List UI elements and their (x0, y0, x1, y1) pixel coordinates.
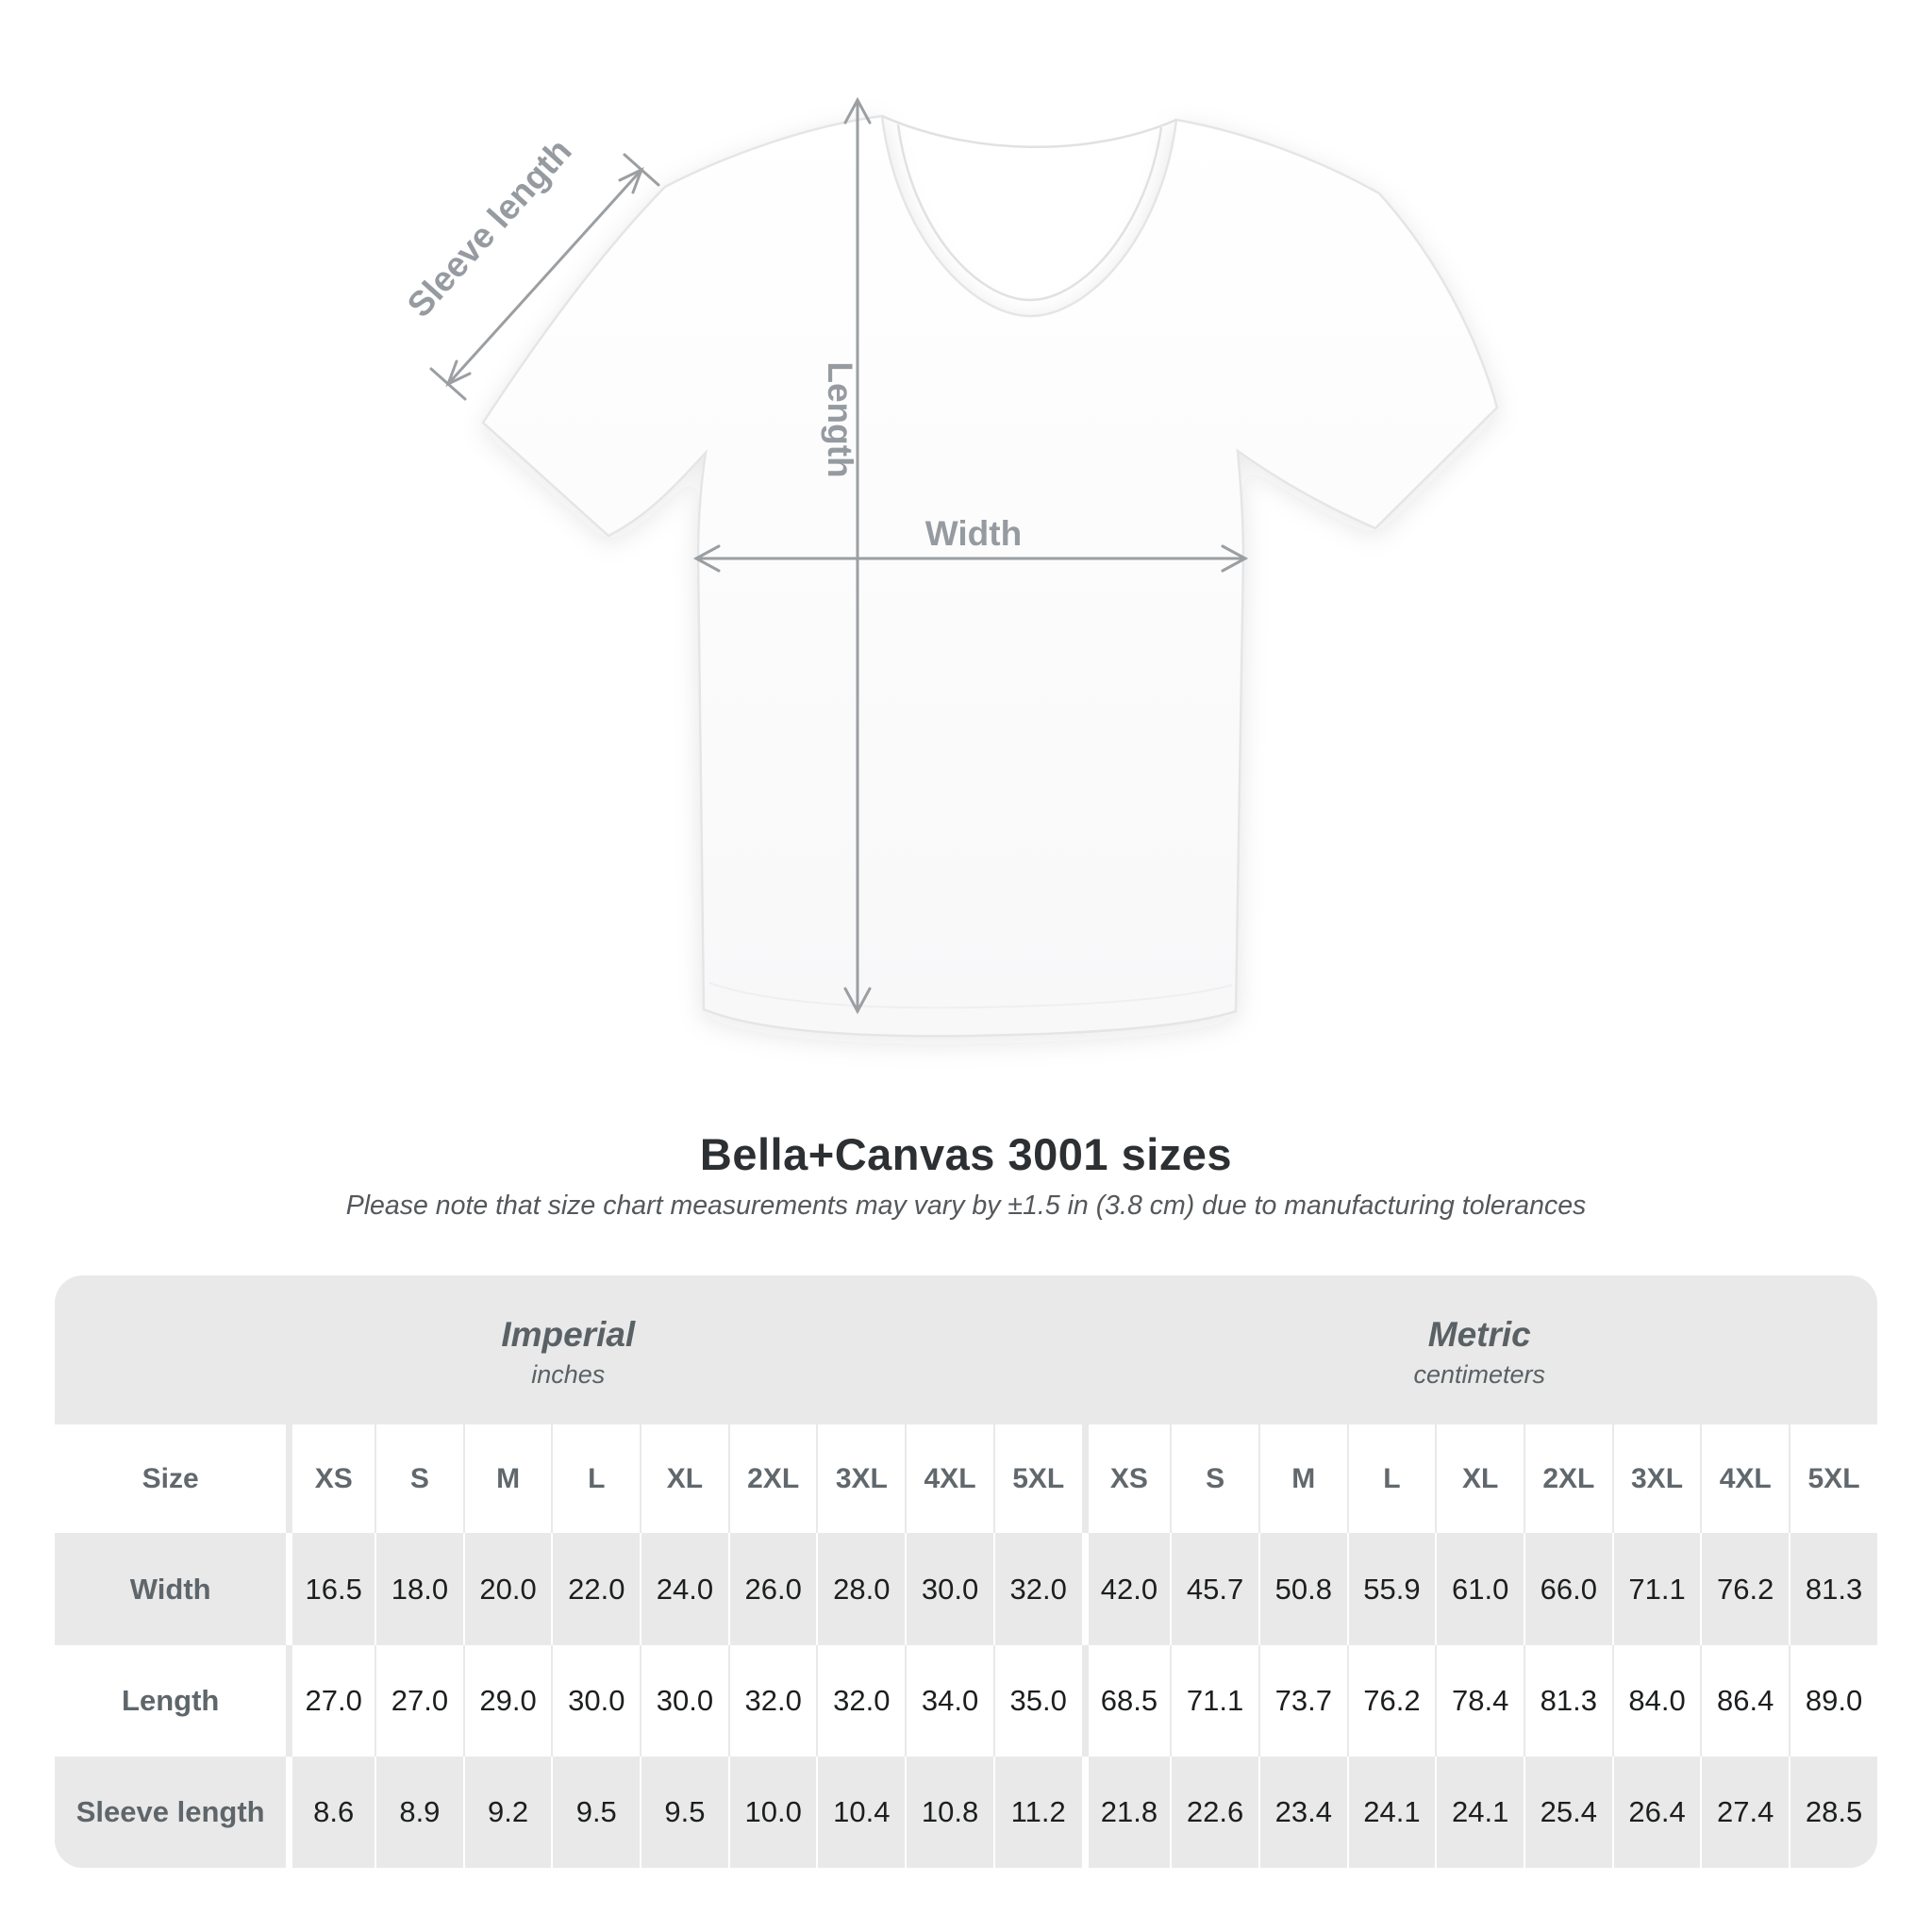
value-cell: 21.8 (1082, 1757, 1171, 1868)
value-cell: 26.4 (1612, 1757, 1701, 1868)
value-cell: 81.3 (1789, 1533, 1877, 1644)
value-cell: 22.6 (1170, 1757, 1258, 1868)
value-cell: 68.5 (1082, 1645, 1171, 1757)
value-cell: 55.9 (1347, 1533, 1436, 1644)
length-label: Length (821, 361, 859, 478)
size-header-row (55, 1424, 1877, 1533)
value-cell: 10.4 (816, 1757, 905, 1868)
size-col-imperial-3xl: 3XL (816, 1424, 905, 1533)
width-row (55, 1533, 1877, 1644)
page-title: Bella+Canvas 3001 sizes (699, 1129, 1233, 1179)
value-cell: 71.1 (1612, 1533, 1701, 1644)
size-col-imperial-2xl: 2XL (728, 1424, 817, 1533)
page-subtitle: Please note that size chart measurements may vary by ±1.5 in (3.8 cm) due to manufacturing tolerances (345, 1191, 1587, 1221)
value-cell: 25.4 (1524, 1757, 1612, 1868)
value-cell: 30.0 (905, 1533, 993, 1644)
row-label-length: Length (55, 1645, 286, 1757)
size-table-card (55, 1275, 1877, 1868)
value-cell: 29.0 (463, 1645, 552, 1757)
size-col-metric-m: M (1258, 1424, 1347, 1533)
value-cell: 86.4 (1700, 1645, 1789, 1757)
row-label-sleeve-length: Sleeve length (55, 1757, 286, 1868)
value-cell: 24.0 (640, 1533, 728, 1644)
value-cell: 50.8 (1258, 1533, 1347, 1644)
value-cell: 9.5 (551, 1757, 640, 1868)
size-col-imperial-5xl: 5XL (993, 1424, 1082, 1533)
value-cell: 22.0 (551, 1533, 640, 1644)
size-col-metric-5xl: 5XL (1789, 1424, 1877, 1533)
value-cell: 89.0 (1789, 1645, 1877, 1757)
size-col-metric-s: S (1170, 1424, 1258, 1533)
value-cell: 30.0 (640, 1645, 728, 1757)
value-cell: 45.7 (1170, 1533, 1258, 1644)
size-col-metric-l: L (1347, 1424, 1436, 1533)
value-cell: 35.0 (993, 1645, 1082, 1757)
size-col-imperial-xs: XS (286, 1424, 375, 1533)
value-cell: 61.0 (1435, 1533, 1524, 1644)
tshirt-image (483, 116, 1497, 1036)
size-col-imperial-l: L (551, 1424, 640, 1533)
sleeve-length-label: Sleeve length (399, 131, 579, 325)
value-cell: 11.2 (993, 1757, 1082, 1868)
unit-group-imperial (55, 1275, 1082, 1424)
value-cell: 9.2 (463, 1757, 552, 1868)
value-cell: 23.4 (1258, 1757, 1347, 1868)
value-cell: 24.1 (1347, 1757, 1436, 1868)
value-cell: 28.0 (816, 1533, 905, 1644)
unit-group-metric (1082, 1275, 1877, 1424)
value-cell: 18.0 (375, 1533, 463, 1644)
size-col-imperial-m: M (463, 1424, 552, 1533)
value-cell: 27.0 (286, 1645, 375, 1757)
value-cell: 9.5 (640, 1757, 728, 1868)
value-cell: 16.5 (286, 1533, 375, 1644)
value-cell: 84.0 (1612, 1645, 1701, 1757)
value-cell: 26.0 (728, 1533, 817, 1644)
length-row (55, 1645, 1877, 1757)
size-column-header: Size (55, 1424, 286, 1533)
value-cell: 66.0 (1524, 1533, 1612, 1644)
metric-unit: centimeters (1413, 1360, 1546, 1390)
value-cell: 32.0 (728, 1645, 817, 1757)
metric-label: Metric (1427, 1315, 1531, 1355)
value-cell: 10.8 (905, 1757, 993, 1868)
value-cell: 34.0 (905, 1645, 993, 1757)
size-col-metric-xs: XS (1082, 1424, 1171, 1533)
value-cell: 8.9 (375, 1757, 463, 1868)
value-cell: 10.0 (728, 1757, 817, 1868)
value-cell: 71.1 (1170, 1645, 1258, 1757)
value-cell: 8.6 (286, 1757, 375, 1868)
size-table (55, 1275, 1877, 1868)
value-cell: 78.4 (1435, 1645, 1524, 1757)
value-cell: 27.0 (375, 1645, 463, 1757)
value-cell: 24.1 (1435, 1757, 1524, 1868)
value-cell: 20.0 (463, 1533, 552, 1644)
value-cell: 32.0 (816, 1645, 905, 1757)
value-cell: 30.0 (551, 1645, 640, 1757)
width-label: Width (924, 514, 1023, 553)
value-cell: 42.0 (1082, 1533, 1171, 1644)
value-cell: 28.5 (1789, 1757, 1877, 1868)
size-col-metric-xl: XL (1435, 1424, 1524, 1533)
value-cell: 27.4 (1700, 1757, 1789, 1868)
size-col-metric-2xl: 2XL (1524, 1424, 1612, 1533)
size-col-imperial-xl: XL (640, 1424, 728, 1533)
size-col-imperial-4xl: 4XL (905, 1424, 993, 1533)
value-cell: 81.3 (1524, 1645, 1612, 1757)
value-cell: 76.2 (1347, 1645, 1436, 1757)
value-cell: 73.7 (1258, 1645, 1347, 1757)
unit-band-row (55, 1275, 1877, 1424)
size-col-metric-3xl: 3XL (1612, 1424, 1701, 1533)
value-cell: 32.0 (993, 1533, 1082, 1644)
imperial-label: Imperial (501, 1315, 636, 1355)
size-col-imperial-s: S (375, 1424, 463, 1533)
imperial-unit: inches (531, 1360, 606, 1390)
value-cell: 76.2 (1700, 1533, 1789, 1644)
sleeve-length-row (55, 1757, 1877, 1868)
size-col-metric-4xl: 4XL (1700, 1424, 1789, 1533)
row-label-width: Width (55, 1533, 286, 1644)
